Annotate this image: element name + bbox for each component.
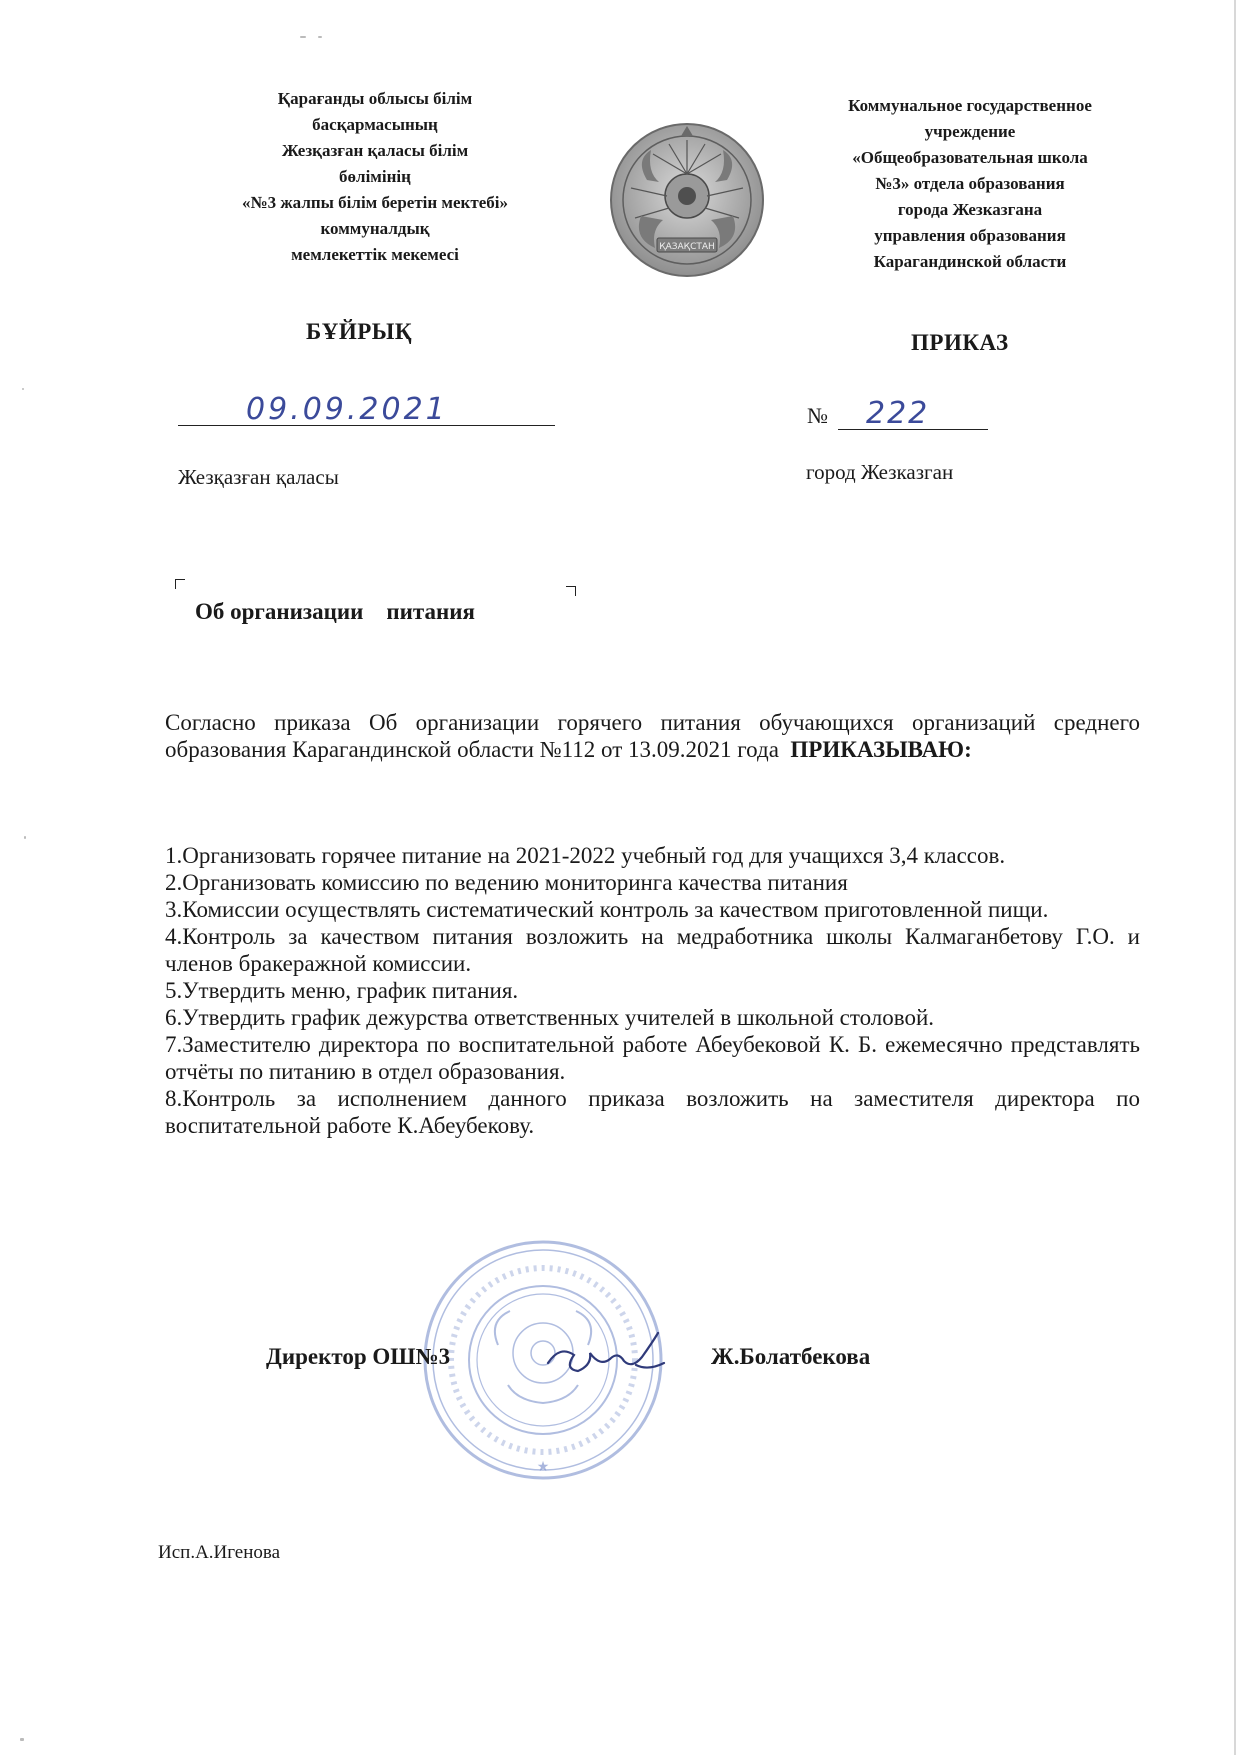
signatory-role: Директор ОШ№3 xyxy=(266,1344,451,1369)
order-subject: Об организации питания xyxy=(195,599,475,624)
scan-speck xyxy=(20,1738,24,1741)
preamble-text: Согласно приказа Об организации горячего питания обучающихся организаций среднего образования Карагандинской области №112 от 13.09.2021 года xyxy=(165,710,1140,762)
header-right-line: Коммунальное государственное xyxy=(848,96,1092,115)
header-left-line: басқармасының xyxy=(312,115,438,134)
list-item: 2.Организовать комиссию по ведению мониторинга качества питания xyxy=(165,870,848,895)
list-item: 6.Утвердить график дежурства ответственных учителей в школьной столовой. xyxy=(165,1005,935,1030)
preamble-keyword: ПРИКАЗЫВАЮ: xyxy=(790,737,972,762)
list-item: 8.Контроль за исполнением данного приказа возложить на заместителя директора по воспитательной работе К.Абеубекову. xyxy=(165,1086,1140,1138)
preamble-paragraph xyxy=(165,709,1140,763)
header-right-russian xyxy=(800,93,1140,275)
header-left-kazakh xyxy=(185,86,565,268)
number-underline xyxy=(838,429,988,430)
list-item: 3.Комиссии осуществлять систематический контроль за качеством приготовленной пищи. xyxy=(165,897,1049,922)
handwritten-number: 222 xyxy=(866,396,930,431)
subject-bracket-left xyxy=(175,579,185,589)
list-item: 1.Организовать горячее питание на 2021-2022 учебный год для учащихся 3,4 классов. xyxy=(165,843,1006,868)
scan-speck xyxy=(300,36,306,38)
header-right-line: управления образования xyxy=(874,226,1066,245)
header-left-line: бөлімінің xyxy=(339,167,411,186)
header-left-line: коммуналдық xyxy=(320,219,430,238)
emblem-banner-text: ҚАЗАҚСТАН xyxy=(659,242,715,252)
date-underline xyxy=(178,425,555,426)
scan-speck xyxy=(22,388,24,390)
signatory-name: Ж.Болатбекова xyxy=(711,1344,871,1369)
header-left-line: мемлекеттік мекемесі xyxy=(291,245,459,264)
header-left-line: Қарағанды облысы білім xyxy=(277,89,473,108)
subject-bracket-right xyxy=(566,586,576,596)
header-right-line: Карагандинской области xyxy=(873,252,1067,271)
list-item: 4.Контроль за качеством питания возложить на медработника школы Калмаганбетову Г.О. и членов бракеражной комиссии. xyxy=(165,924,1140,976)
svg-text:★: ★ xyxy=(536,1460,550,1475)
scan-speck xyxy=(318,36,322,38)
handwritten-signature-icon xyxy=(540,1325,670,1395)
city-russian: город Жезказган xyxy=(806,460,954,484)
header-right-line: города Жезказгана xyxy=(897,200,1043,219)
order-items-list xyxy=(165,842,1140,1139)
title-russian: ПРИКАЗ xyxy=(911,330,1009,355)
header-left-line: «№3 жалпы білім беретін мектебі» xyxy=(242,193,508,212)
list-item: 7.Заместителю директора по воспитательной работе Абеубековой К. Б. ежемесячно представлять отчёты по питанию в отдел образования. xyxy=(165,1032,1140,1084)
scan-speck xyxy=(24,836,26,839)
handwritten-date: 09.09.2021 xyxy=(246,392,448,427)
header-right-line: учреждение xyxy=(924,122,1016,141)
city-kazakh: Жезқазған қаласы xyxy=(178,465,339,489)
kazakhstan-state-emblem-icon xyxy=(607,120,767,280)
number-label: № xyxy=(807,403,828,428)
list-item: 5.Утвердить меню, график питания. xyxy=(165,978,519,1003)
header-right-line: «Общеобразовательная школа xyxy=(852,148,1088,167)
header-right-line: №3» отдела образования xyxy=(875,174,1065,193)
executor-note: Исп.А.Игенова xyxy=(158,1542,281,1563)
header-left-line: Жезқазған қаласы білім xyxy=(281,141,469,160)
title-kazakh: БҰЙРЫҚ xyxy=(306,319,413,344)
scan-edge xyxy=(1234,0,1236,1755)
